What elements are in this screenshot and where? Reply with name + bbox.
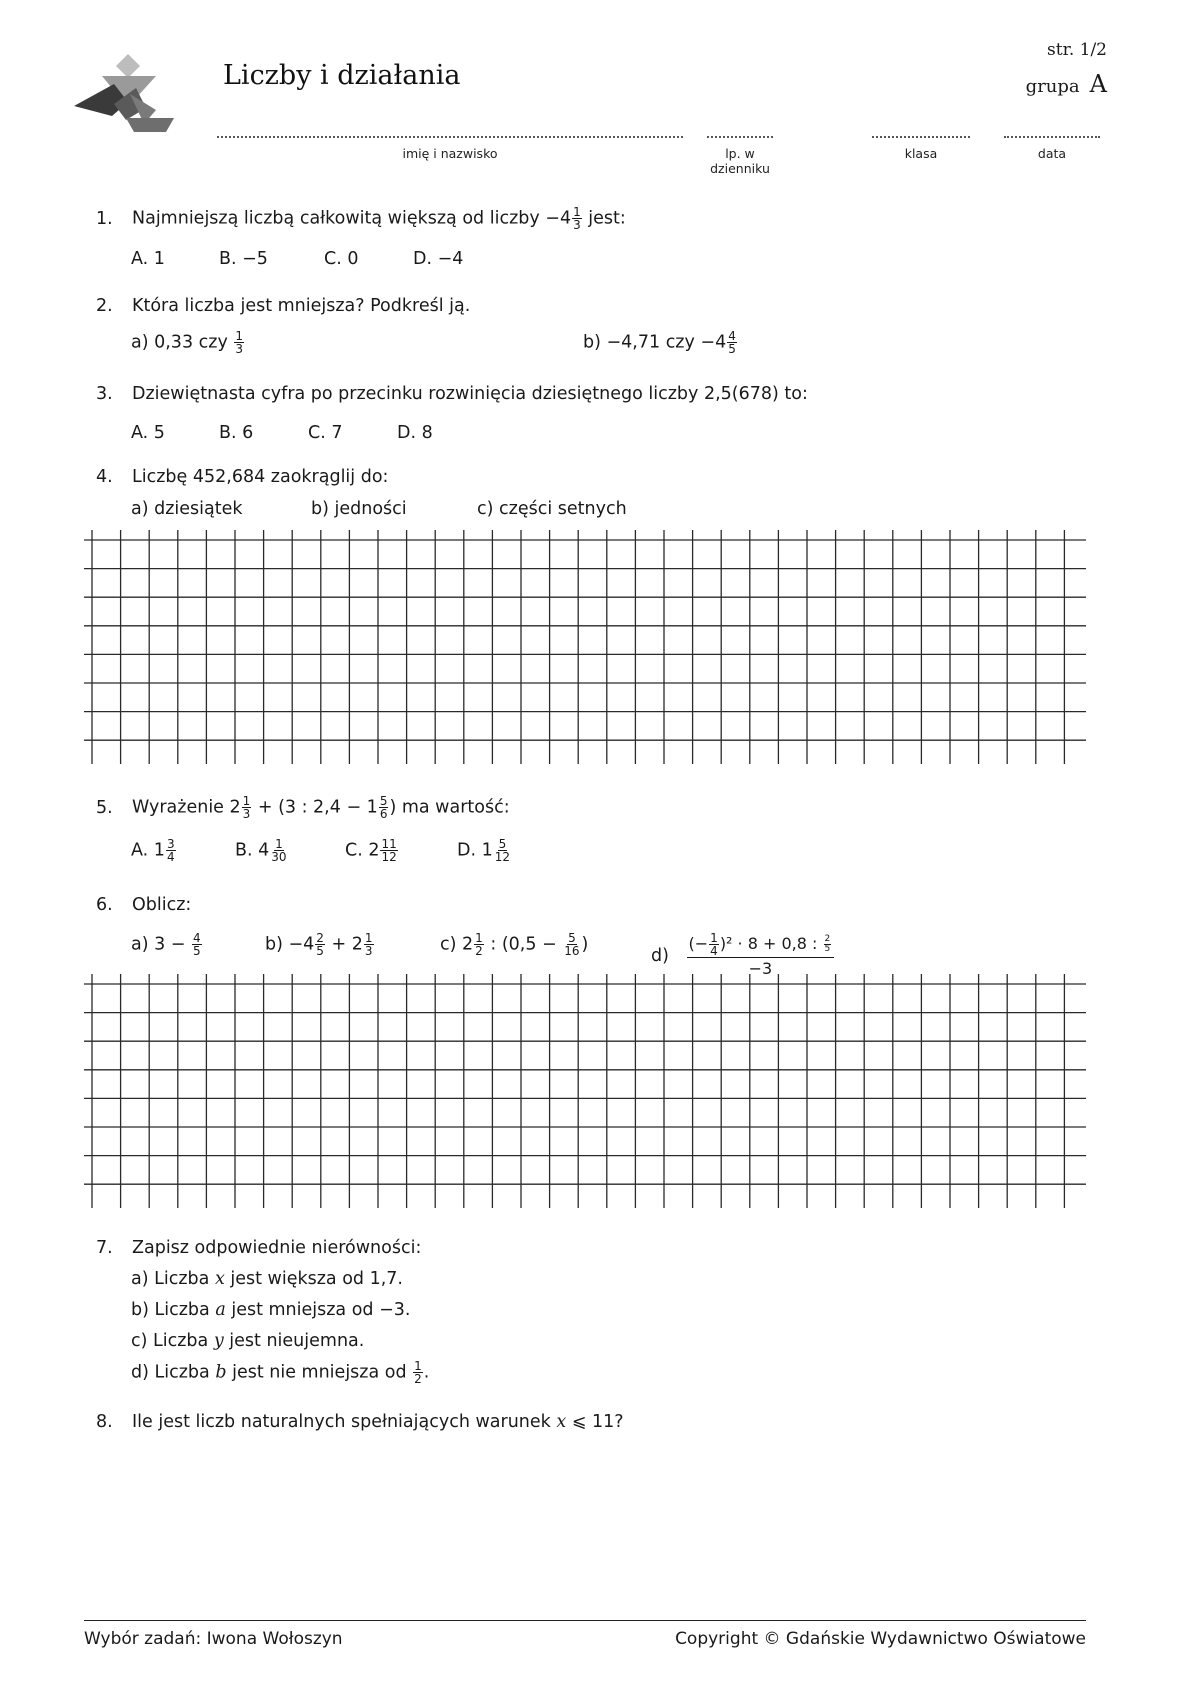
option-b: B. 6 — [219, 423, 254, 443]
question-text: Zapisz odpowiednie nierówności: — [132, 1238, 422, 1258]
q4-options — [131, 497, 627, 521]
date-field[interactable] — [1004, 128, 1100, 161]
q2-part-a — [131, 330, 245, 355]
question-text: Liczbę 452,684 zaokrąglij do: — [132, 467, 389, 487]
question-text-end: ) ma wartość: — [389, 797, 510, 818]
class-field[interactable] — [872, 128, 970, 161]
q3-options — [131, 421, 433, 445]
question-number: 7. — [96, 1238, 113, 1258]
q1-options — [131, 247, 463, 271]
fraction: $\frac{4}{5}$ — [728, 329, 736, 356]
option-c: C. 7 — [308, 423, 343, 443]
question-6 — [96, 893, 191, 917]
fraction: $\frac{1}{3}$ — [242, 794, 251, 821]
class-field-label: klasa — [904, 146, 938, 161]
answer-grid-2[interactable] — [84, 974, 1086, 1208]
answer-grid-1[interactable] — [84, 530, 1086, 764]
footer-author: Wybór zadań: Iwona Wołoszyn — [84, 1629, 343, 1649]
variable: x — [556, 1412, 567, 1432]
roll-number-field[interactable] — [707, 128, 773, 176]
question-text: Która liczba jest mniejsza? Podkreśl ją. — [132, 296, 471, 316]
option-c: c) części setnych — [477, 499, 627, 519]
question-8 — [96, 1410, 624, 1434]
fraction: $\frac{5}{6}$ — [379, 794, 388, 821]
part-a-text: a) 0,33 czy — [131, 332, 234, 353]
question-7 — [96, 1236, 421, 1260]
question-text-mid: + (3 : 2,4 − 1 — [252, 797, 378, 818]
option-b: B. 4 $\frac{1}{30}$ — [235, 837, 287, 864]
question-number: 3. — [96, 384, 113, 404]
question-text: Oblicz: — [132, 895, 192, 915]
big-fraction: (− $\frac{1}{4}$ )² · 8 + 0,8 : $\frac{2}{5}$ −3 — [687, 932, 835, 980]
question-text: Wyrażenie 2 — [132, 797, 241, 818]
option-c: C. 2 $\frac{11}{12}$ — [345, 837, 397, 864]
q6-part-b: b) −4 $\frac{2}{5}$ + 2 $\frac{1}{3}$ — [265, 931, 373, 958]
option-c: C. 0 — [324, 249, 359, 269]
option-d: D. −4 — [413, 249, 464, 269]
q6-part-a: a) 3 − $\frac{4}{5}$ — [131, 931, 201, 958]
question-5 — [96, 795, 510, 820]
question-number: 8. — [96, 1412, 113, 1432]
question-4 — [96, 465, 388, 489]
q7-item-b: b) Liczba a jest mniejsza od −3. — [131, 1300, 411, 1320]
question-text: Najmniejszą liczbą całkowitą większą od liczby −4 — [132, 208, 572, 229]
name-field[interactable] — [217, 128, 683, 161]
question-2 — [96, 294, 470, 318]
group-letter: A — [1089, 70, 1107, 98]
fraction: $\frac{1}{3}$ — [573, 205, 581, 232]
option-d: D. 8 — [397, 423, 433, 443]
option-a: A. 1 — [131, 249, 165, 269]
q6-part-d: d) (− $\frac{1}{4}$ )² · 8 + 0,8 : $\frac{2}{5}$ −3 — [651, 932, 834, 980]
question-1 — [96, 206, 626, 231]
option-b: B. −5 — [219, 249, 268, 269]
q7-item-a: a) Liczba x jest większa od 1,7. — [131, 1269, 403, 1289]
question-number: 1. — [96, 208, 113, 229]
group-label: grupa — [1025, 76, 1080, 97]
fraction: $\frac{1}{3}$ — [235, 329, 244, 356]
question-text: Dziewiętnasta cyfra po przecinku rozwinięcia dziesiętnego liczby 2,5(678) to: — [132, 384, 808, 404]
question-number: 2. — [96, 296, 113, 316]
option-a: A. 5 — [131, 423, 165, 443]
group-indicator — [1026, 70, 1107, 98]
footer-copyright: Copyright © Gdańskie Wydawnictwo Oświatowe — [675, 1629, 1086, 1649]
option-a: A. 1 $\frac{3}{4}$ — [131, 837, 175, 864]
q7-item-d: d) Liczba b jest nie mniejsza od $\frac{1}{2}$ . — [131, 1359, 430, 1386]
question-text-end: ⩽ 11? — [566, 1412, 624, 1432]
q6-part-c: c) 2 $\frac{1}{2}$ : (0,5 − $\frac{5}{16}$ ) — [440, 931, 589, 958]
date-field-label: data — [1037, 146, 1067, 161]
option-a: a) dziesiątek — [131, 499, 243, 519]
question-number: 6. — [96, 895, 113, 915]
worksheet-title: Liczby i działania — [223, 60, 461, 91]
footer — [84, 1620, 1086, 1649]
q2-part-b — [583, 330, 738, 355]
name-field-label: imię i nazwisko — [402, 146, 498, 161]
roll-number-field-label: lp. w dzienniku — [710, 146, 770, 176]
publisher-logo — [74, 54, 184, 144]
option-d: D. 1 $\frac{5}{12}$ — [457, 837, 511, 864]
question-3 — [96, 382, 808, 406]
q7-item-c: c) Liczba y jest nieujemna. — [131, 1331, 365, 1351]
question-number: 5. — [96, 797, 113, 818]
question-text-end: jest: — [582, 208, 626, 229]
question-text: Ile jest liczb naturalnych spełniających warunek — [132, 1412, 557, 1432]
page-number: str. 1/2 — [1047, 40, 1107, 60]
option-b: b) jedności — [311, 499, 407, 519]
part-b-text: b) −4,71 czy −4 — [583, 332, 727, 353]
question-number: 4. — [96, 467, 113, 487]
q5-options — [131, 838, 512, 863]
